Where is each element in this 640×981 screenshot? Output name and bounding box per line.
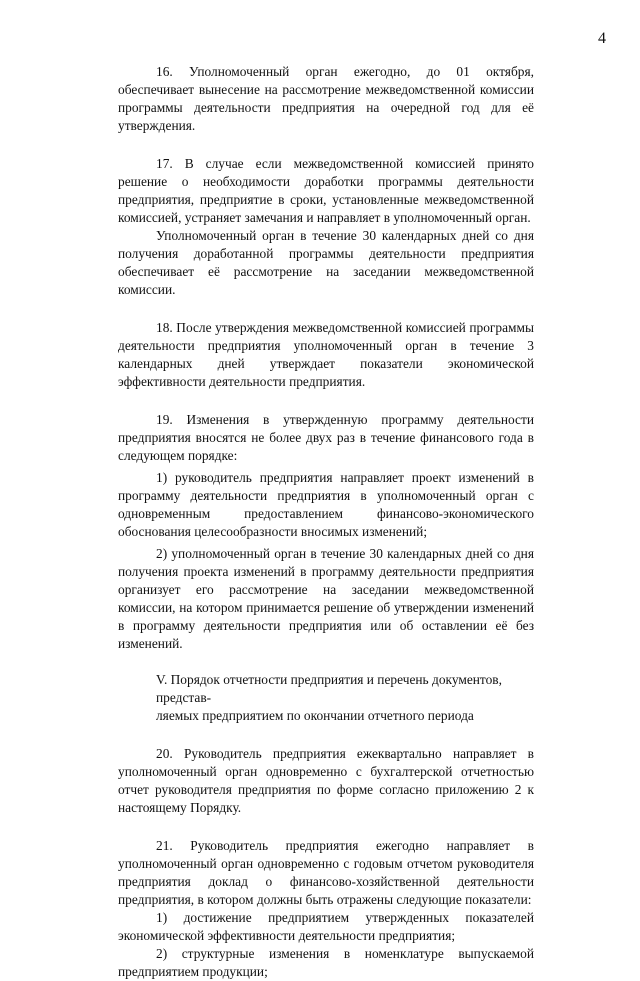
paragraph-16: 16. Уполномоченный орган ежегодно, до 01 октября, обеспечивает вынесение на рассмотрение межведомственной комиссии программы деятельности предприятия на очередной год для её утверждения. (118, 64, 534, 133)
paragraph-17-continuation: Уполномоченный орган в течение 30 календарных дней со дня получения доработанной программы деятельности предприятия обеспечивает её рассмотрение на заседании межведомственной комиссии. (118, 228, 534, 297)
paragraph-20: 20. Руководитель предприятия ежеквартально направляет в уполномоченный орган одновременно с бухгалтерской отчетностью отчет руководителя предприятия по форме согласно приложению 2 к настоящему Порядку. (118, 746, 534, 815)
section-v-heading-line-1: V. Порядок отчетности предприятия и перечень документов, представ- (156, 672, 502, 705)
paragraph-19-item-2: 2) уполномоченный орган в течение 30 календарных дней со дня получения проекта изменений в программу деятельности предприятия организует его рассмотрение на заседании межведомственной комиссии, на котором принимается решение об утверждении изменений в программу деятельности предприятия или об оставлении её без изменений. (118, 546, 534, 651)
page-number: 4 (598, 30, 606, 47)
paragraph-17: 17. В случае если межведомственной комиссией принято решение о необходимости доработки программы деятельности предприятия, предприятие в сроки, установленные межведомственной комиссией, устраняет замечания и направляет в уполномоченный орган. (118, 156, 534, 225)
paragraph-19: 19. Изменения в утвержденную программу деятельности предприятия вносятся не более двух раз в течение финансового года в следующем порядке: (118, 412, 534, 463)
paragraph-21: 21. Руководитель предприятия ежегодно направляет в уполномоченный орган одновременно с годовым отчетом руководителя предприятия доклад о финансово-хозяйственной деятельности предприятия, в котором должны быть отражены следующие показатели: (118, 838, 534, 907)
paragraph-18: 18. После утверждения межведомственной комиссией программы деятельности предприятия уполномоченный орган в течение 3 календарных дней утверждает показатели экономической эффективности деятельности предприятия. (118, 320, 534, 389)
section-v-heading (118, 671, 534, 725)
paragraph-19-item-1: 1) руководитель предприятия направляет проект изменений в программу деятельности предприятия в уполномоченный орган с одновременным предоставлением финансово-экономического обоснования целесообразности вносимых изменений; (118, 470, 534, 539)
section-v-heading-line-2: ляемых предприятием по окончании отчетного периода (156, 708, 474, 723)
paragraph-21-item-2: 2) структурные изменения в номенклатуре выпускаемой предприятием продукции; (118, 946, 534, 979)
paragraph-21-item-1: 1) достижение предприятием утвержденных показателей экономической эффективности деятельности предприятия; (118, 910, 534, 943)
document-body (118, 63, 534, 981)
